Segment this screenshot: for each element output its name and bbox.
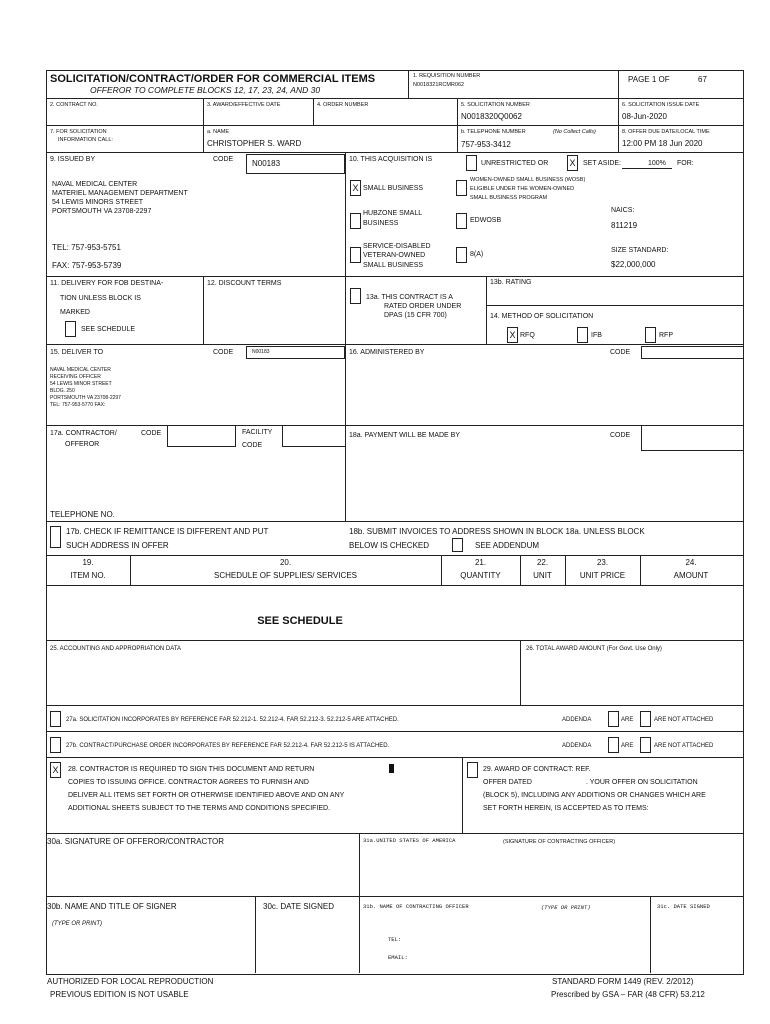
footer-form-number: STANDARD FORM 1449 (REV. 2/2012) [552, 977, 694, 986]
rule [46, 521, 743, 522]
percent-underline [622, 168, 672, 169]
award-checkbox[interactable] [467, 762, 478, 778]
size-standard-value: $22,000,000 [611, 260, 656, 269]
clause-27a-are: ARE [621, 717, 634, 723]
rfq-checkbox[interactable]: X [507, 327, 518, 343]
rule [345, 152, 346, 521]
contractor-code-box [167, 425, 236, 447]
rule [46, 833, 743, 834]
edwosb-checkbox[interactable] [456, 213, 467, 229]
remittance-checkbox[interactable] [50, 526, 61, 548]
page-label: PAGE 1 OF [628, 75, 670, 84]
deliver-addr-1: NAVAL MEDICAL CENTER [50, 367, 111, 373]
facility-code-box [282, 425, 346, 447]
eight-a-checkbox[interactable] [456, 247, 467, 263]
rule [520, 640, 521, 705]
copies-blank-marker [389, 764, 394, 773]
officer-type-print: (TYPE OR PRINT) [541, 904, 591, 911]
order-number-label: 4. ORDER NUMBER [317, 102, 369, 108]
footer-edition: PREVIOUS EDITION IS NOT USABLE [50, 990, 189, 999]
edwosb-label: EDWOSB [470, 217, 502, 224]
award-line-4: SET FORTH HEREIN, IS ACCEPTED AS TO ITEMS: [483, 805, 649, 812]
hubzone-line-2: BUSINESS [363, 220, 399, 227]
sdvosb-line-3: SMALL BUSINESS [363, 262, 424, 269]
sdvosb-line-2: VETERAN-OWNED [363, 252, 426, 259]
clause-27a-text: 27a. SOLICITATION INCORPORATES BY REFERENCE FAR 52.212-1. 52.212-4. FAR 52.212-3. 52.212-5 ARE ATTACHED. [66, 717, 399, 723]
solicitation-number: N0018320Q0062 [461, 112, 522, 121]
submit-invoices-line-1: 18b. SUBMIT INVOICES TO ADDRESS SHOWN IN BLOCK 18a. UNLESS BLOCK [349, 527, 645, 536]
rated-order-checkbox[interactable] [350, 288, 361, 304]
offeror-signature-label: 30a. SIGNATURE OF OFFEROR/CONTRACTOR [47, 837, 225, 846]
award-date-label: 3. AWARD/EFFECTIVE DATE [207, 102, 281, 108]
rule [46, 98, 743, 99]
rule [46, 585, 743, 586]
deliver-addr-4: BLDG. 250 [50, 388, 75, 394]
award-line-2b: . YOUR OFFER ON SOLICITATION [586, 779, 698, 786]
rating-label: 13b. RATING [490, 279, 532, 286]
form-title: SOLICITATION/CONTRACT/ORDER FOR COMMERCIAL ITEMS [50, 73, 376, 85]
small-business-checkbox[interactable]: X [350, 180, 361, 196]
offer-due-date: 12:00 PM 18 Jun 2020 [622, 139, 703, 148]
phone-note: (No Collect Calls) [553, 129, 596, 135]
rule [486, 276, 487, 344]
contractor-sign-line-1: 28. CONTRACTOR IS REQUIRED TO SIGN THIS DOCUMENT AND RETURN [68, 766, 315, 773]
award-line-2: OFFER DATED [483, 779, 532, 786]
remittance-line-2: SUCH ADDRESS IN OFFER [66, 541, 169, 550]
see-addendum-label: SEE ADDENDUM [475, 541, 540, 550]
officer-date-label: 31c. DATE SIGNED [657, 903, 710, 910]
sdvosb-line-1: SERVICE-DISABLED [363, 243, 431, 250]
wosb-line-3: SMALL BUSINESS PROGRAM [470, 195, 548, 201]
rfp-checkbox[interactable] [645, 327, 656, 343]
name-label: a. NAME [207, 129, 230, 135]
issued-code-label: CODE [213, 156, 234, 163]
contractor-code-label: CODE [141, 430, 162, 437]
ifb-label: IFB [591, 332, 602, 339]
rule [46, 276, 743, 277]
rule [46, 125, 743, 126]
clause-27a-checkbox[interactable] [50, 711, 61, 727]
fob-see-schedule-label: SEE SCHEDULE [81, 326, 136, 333]
col-unit-price-num: 23. [596, 558, 609, 567]
phone-label: b. TELEPHONE NUMBER [461, 129, 526, 135]
rule [46, 757, 743, 758]
set-aside-label: SET ASIDE: [583, 160, 621, 167]
col-quantity-label: QUANTITY [460, 571, 501, 580]
clause-27a-addenda: ADDENDA [562, 717, 592, 723]
naics-code: 811219 [611, 221, 638, 230]
admin-code-label: CODE [610, 349, 631, 356]
issued-addr-4: PORTSMOUTH VA 23708-2297 [52, 208, 152, 215]
col-item-label: ITEM NO. [70, 571, 106, 580]
administered-by-label: 16. ADMINISTERED BY [349, 349, 425, 356]
deliver-addr-2: RECEIVING OFFICER [50, 374, 101, 380]
clause-27b-are-checkbox[interactable] [608, 737, 619, 753]
admin-code-box [641, 346, 744, 359]
issued-tel: TEL: 757-953-5751 [52, 243, 121, 252]
officer-signature-note: (SIGNATURE OF CONTRACTING OFFICER) [503, 839, 616, 845]
delivery-fob-line-3: MARKED [60, 309, 90, 316]
rule [203, 98, 204, 152]
col-unit-price-label: UNIT PRICE [579, 571, 626, 580]
set-aside-percent: 100% [648, 160, 666, 167]
rule [457, 98, 458, 152]
eight-a-label: 8(A) [470, 251, 484, 258]
naics-label: NAICS: [611, 207, 635, 214]
contract-no-label: 2. CONTRACT NO. [50, 102, 98, 108]
issue-date: 08-Jun-2020 [622, 112, 667, 121]
facility-label-1: FACILITY [242, 429, 273, 436]
unrestricted-checkbox[interactable] [466, 155, 477, 171]
clause-27a-are-not: ARE NOT ATTACHED [654, 717, 714, 723]
rated-order-line-3: DPAS (15 CFR 700) [384, 312, 447, 319]
info-call-label: 7. FOR SOLICITATION [50, 129, 107, 135]
payment-code-box [641, 425, 744, 451]
deliver-code: N00183 [252, 349, 270, 355]
rule [46, 425, 743, 426]
ifb-checkbox[interactable] [577, 327, 588, 343]
wosb-line-1: WOMEN-OWNED SMALL BUSINESS (WOSB) [470, 177, 586, 183]
deliver-addr-5: PORTSMOUTH VA 23708-2297 [50, 395, 121, 401]
col-item-num: 19. [82, 558, 94, 567]
col-unit-num: 22. [536, 558, 549, 567]
col-schedule-num: 20. [279, 558, 292, 567]
rule [618, 70, 619, 98]
issued-code: N00183 [252, 159, 281, 168]
col-amount-label: AMOUNT [673, 571, 709, 580]
signer-name-label: 30b. NAME AND TITLE OF SIGNER [47, 902, 177, 911]
clause-27b-addenda: ADDENDA [562, 743, 592, 749]
rule [408, 70, 409, 98]
col-schedule-label: SCHEDULE OF SUPPLIES/ SERVICES [213, 571, 357, 580]
rule [486, 305, 743, 306]
sdvosb-checkbox[interactable] [350, 247, 361, 263]
rule [46, 731, 743, 732]
issued-addr-2: MATERIEL MANAGEMENT DEPARTMENT [52, 190, 188, 197]
rule [46, 705, 743, 706]
clause-27a-are-checkbox[interactable] [608, 711, 619, 727]
deliver-code-label: CODE [213, 349, 234, 356]
offer-due-label: 8. OFFER DUE DATE/LOCAL TIME [622, 129, 710, 135]
issued-fax: FAX: 757-953-5739 [52, 261, 122, 270]
rule [46, 640, 743, 641]
payment-code-label: CODE [610, 432, 631, 439]
rfq-label: RFQ [520, 332, 535, 339]
requisition-label: 1. REQUISITION NUMBER [413, 73, 481, 79]
issued-by-label: 9. ISSUED BY [50, 156, 96, 163]
rule [313, 98, 314, 125]
hubzone-checkbox[interactable] [350, 213, 361, 229]
rule [618, 98, 619, 152]
accounting-label: 25. ACCOUNTING AND APPROPRIATION DATA [50, 646, 182, 652]
requisition-number: N0018321RCMR062 [413, 82, 465, 88]
signer-type-print: (TYPE OR PRINT) [52, 921, 103, 927]
deliver-addr-3: 54 LEWIS MINOR STREET [50, 381, 112, 387]
contractor-sign-line-3: DELIVER ALL ITEMS SET FORTH OR OTHERWISE IDENTIFIED ABOVE AND ON ANY [68, 792, 345, 799]
total-award-label: 26. TOTAL AWARD AMOUNT (For Govt. Use Only) [526, 646, 662, 652]
award-line-1: 29. AWARD OF CONTRACT: REF. [483, 766, 591, 773]
contractor-label-1: 17a. CONTRACTOR/ [50, 430, 117, 437]
submit-invoices-line-2: BELOW IS CHECKED [349, 541, 430, 550]
col-quantity-num: 21. [474, 558, 487, 567]
contractor-label-2: OFFEROR [65, 441, 100, 448]
facility-label-2: CODE [242, 442, 263, 449]
rule [46, 896, 743, 897]
clause-27b-are: ARE [621, 743, 634, 749]
rated-order-line-2: RATED ORDER UNDER [384, 303, 462, 310]
contact-name: CHRISTOPHER S. WARD [207, 139, 302, 148]
method-label: 14. METHOD OF SOLICITATION [490, 313, 594, 320]
deliver-to-label: 15. DELIVER TO [50, 349, 104, 356]
clause-27b-text: 27b. CONTRACT/PURCHASE ORDER INCORPORATES BY REFERENCE FAR 52.212-4. FAR 52.212-5 IS ATTACHED. [66, 743, 390, 749]
footer-reproduction: AUTHORIZED FOR LOCAL REPRODUCTION [47, 977, 214, 986]
rule [46, 344, 743, 345]
rule [359, 833, 360, 973]
contractor-sign-line-4: ADDITIONAL SHEETS SUBJECT TO THE TERMS AND CONDITIONS SPECIFIED. [68, 805, 331, 812]
rule [255, 896, 256, 973]
unrestricted-label: UNRESTRICTED OR [481, 160, 549, 167]
contractor-sign-line-2: COPIES TO ISSUING OFFICE. CONTRACTOR AGREES TO FURNISH AND [68, 779, 309, 786]
issue-date-label: 6. SOLICITATION ISSUE DATE [622, 102, 700, 108]
phone-number: 757-953-3412 [461, 140, 511, 149]
footer-prescribed: Prescribed by GSA – FAR (48 CFR) 53.212 [551, 990, 705, 999]
officer-tel-label: TEL: [388, 936, 402, 943]
fob-see-schedule-checkbox[interactable] [65, 321, 76, 337]
award-line-3: (BLOCK 5), INCLUDING ANY ADDITIONS OR CHANGES WHICH ARE [483, 792, 706, 799]
rule [46, 555, 743, 556]
officer-name-label: 31b. NAME OF CONTRACTING OFFICER [363, 903, 469, 910]
see-addendum-checkbox[interactable] [452, 538, 463, 552]
issued-addr-1: NAVAL MEDICAL CENTER [52, 181, 138, 188]
see-schedule-text: SEE SCHEDULE [257, 615, 343, 627]
rfp-label: RFP [659, 332, 673, 339]
rule [650, 896, 651, 973]
wosb-line-2: ELIGIBLE UNDER THE WOMEN-OWNED [470, 186, 575, 192]
deliver-addr-6: TEL: 757-953-5770 FAX: [50, 402, 106, 408]
clause-27b-are-not: ARE NOT ATTACHED [654, 743, 714, 749]
clause-27a-are-not-checkbox[interactable] [640, 711, 651, 727]
clause-27b-are-not-checkbox[interactable] [640, 737, 651, 753]
clause-27b-checkbox[interactable] [50, 737, 61, 753]
acquisition-label: 10. THIS ACQUISITION IS [349, 156, 433, 163]
solicitation-number-label: 5. SOLICITATION NUMBER [461, 102, 530, 108]
rule [46, 152, 743, 153]
set-aside-checkbox[interactable]: X [567, 155, 578, 171]
telephone-label: TELEPHONE NO. [50, 510, 115, 519]
contractor-sign-checkbox[interactable]: X [50, 762, 61, 778]
page-total: 67 [698, 75, 707, 84]
set-aside-for: FOR: [677, 160, 694, 167]
col-amount-num: 24. [685, 558, 697, 567]
rated-order-line-1: 13a. THIS CONTRACT IS A [366, 294, 453, 301]
discount-terms-label: 12. DISCOUNT TERMS [207, 280, 282, 287]
size-standard-label: SIZE STANDARD: [611, 247, 669, 254]
wosb-checkbox[interactable] [456, 180, 467, 196]
small-business-label: SMALL BUSINESS [363, 185, 424, 192]
issued-addr-3: 54 LEWIS MINORS STREET [52, 199, 144, 206]
rule [462, 757, 463, 833]
remittance-line-1: 17b. CHECK IF REMITTANCE IS DIFFERENT AND PUT [66, 527, 269, 536]
hubzone-line-1: HUBZONE SMALL [363, 210, 423, 217]
officer-email-label: EMAIL: [388, 954, 408, 961]
form-subtitle: OFFEROR TO COMPLETE BLOCKS 12, 17, 23, 24, AND 30 [90, 85, 321, 95]
delivery-fob-line-1: 11. DELIVERY FOR FOB DESTINA- [50, 280, 164, 287]
usa-signature-label: 31a.UNITED STATES OF AMERICA [363, 837, 456, 844]
delivery-fob-line-2: TION UNLESS BLOCK IS [60, 295, 141, 302]
payment-label: 18a. PAYMENT WILL BE MADE BY [349, 432, 460, 439]
col-unit-label: UNIT [533, 571, 552, 580]
rule [203, 276, 204, 344]
info-call-label-2: INFORMATION CALL: [58, 137, 113, 143]
date-signed-label: 30c. DATE SIGNED [263, 902, 334, 911]
